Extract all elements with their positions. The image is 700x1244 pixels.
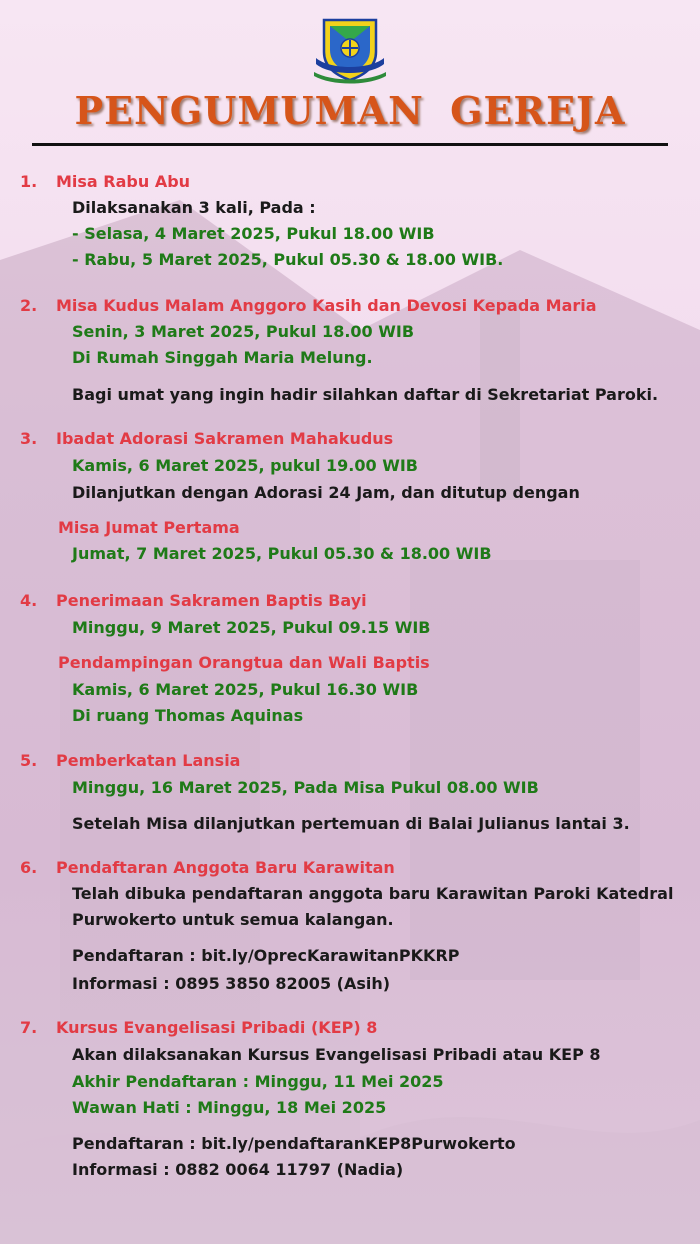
item-detail: Di Rumah Singgah Maria Melung. xyxy=(72,348,373,367)
item-number: 4. xyxy=(20,591,38,610)
item-detail: Kamis, 6 Maret 2025, Pukul 16.30 WIB xyxy=(72,680,419,699)
item-detail: - Selasa, 4 Maret 2025, Pukul 18.00 WIB xyxy=(72,224,435,243)
item-text: Telah dibuka pendaftaran anggota baru Karawitan Paroki Katedral xyxy=(72,884,674,903)
contact-info: Informasi : 0882 0064 11797 (Nadia) xyxy=(72,1160,404,1179)
item-text: Dilaksanakan 3 kali, Pada : xyxy=(72,198,316,217)
contact-info: Informasi : 0895 3850 82005 (Asih) xyxy=(72,974,391,993)
item-detail: Minggu, 9 Maret 2025, Pukul 09.15 WIB xyxy=(72,618,431,637)
item-detail: Akhir Pendaftaran : Minggu, 11 Mei 2025 xyxy=(72,1072,444,1091)
title-divider xyxy=(32,143,668,146)
item-number: 6. xyxy=(20,858,38,877)
item-text: Bagi umat yang ingin hadir silahkan daftar di Sekretariat Paroki. xyxy=(72,385,659,404)
item-text: Setelah Misa dilanjutkan pertemuan di Balai Julianus lantai 3. xyxy=(72,814,630,833)
item-text: Akan dilaksanakan Kursus Evangelisasi Pribadi atau KEP 8 xyxy=(72,1045,601,1064)
item-text: Dilanjutkan dengan Adorasi 24 Jam, dan ditutup dengan xyxy=(72,483,580,502)
item-number: 7. xyxy=(20,1018,38,1037)
item-heading: Misa Kudus Malam Anggoro Kasih dan Devosi Kepada Maria xyxy=(56,296,597,315)
item-number: 1. xyxy=(20,172,38,191)
item-detail: Senin, 3 Maret 2025, Pukul 18.00 WIB xyxy=(72,322,415,341)
item-heading: Penerimaan Sakramen Baptis Bayi xyxy=(56,591,367,610)
item-detail: Di ruang Thomas Aquinas xyxy=(72,706,304,725)
item-subheading: Pendampingan Orangtua dan Wali Baptis xyxy=(58,653,430,672)
item-detail: - Rabu, 5 Maret 2025, Pukul 05.30 & 18.00 WIB. xyxy=(72,250,504,269)
item-detail: Wawan Hati : Minggu, 18 Mei 2025 xyxy=(72,1098,387,1117)
registration-link: Pendaftaran : bit.ly/OprecKarawitanPKKRP xyxy=(72,946,460,965)
item-text: Purwokerto untuk semua kalangan. xyxy=(72,910,394,929)
item-number: 3. xyxy=(20,429,38,448)
item-heading: Misa Rabu Abu xyxy=(56,172,191,191)
parish-crest-icon xyxy=(310,14,390,86)
item-number: 5. xyxy=(20,751,38,770)
item-detail: Jumat, 7 Maret 2025, Pukul 05.30 & 18.00 WIB xyxy=(72,544,492,563)
item-heading: Pemberkatan Lansia xyxy=(56,751,241,770)
page-title: PENGUMUMAN GEREJA xyxy=(74,88,626,133)
item-number: 2. xyxy=(20,296,38,315)
item-heading: Kursus Evangelisasi Pribadi (KEP) 8 xyxy=(56,1018,378,1037)
item-heading: Pendaftaran Anggota Baru Karawitan xyxy=(56,858,395,877)
item-heading: Ibadat Adorasi Sakramen Mahakudus xyxy=(56,429,394,448)
item-subheading: Misa Jumat Pertama xyxy=(58,518,240,537)
registration-link: Pendaftaran : bit.ly/pendaftaranKEP8Purwokerto xyxy=(72,1134,516,1153)
item-detail: Kamis, 6 Maret 2025, pukul 19.00 WIB xyxy=(72,456,418,475)
item-detail: Minggu, 16 Maret 2025, Pada Misa Pukul 08.00 WIB xyxy=(72,778,539,797)
